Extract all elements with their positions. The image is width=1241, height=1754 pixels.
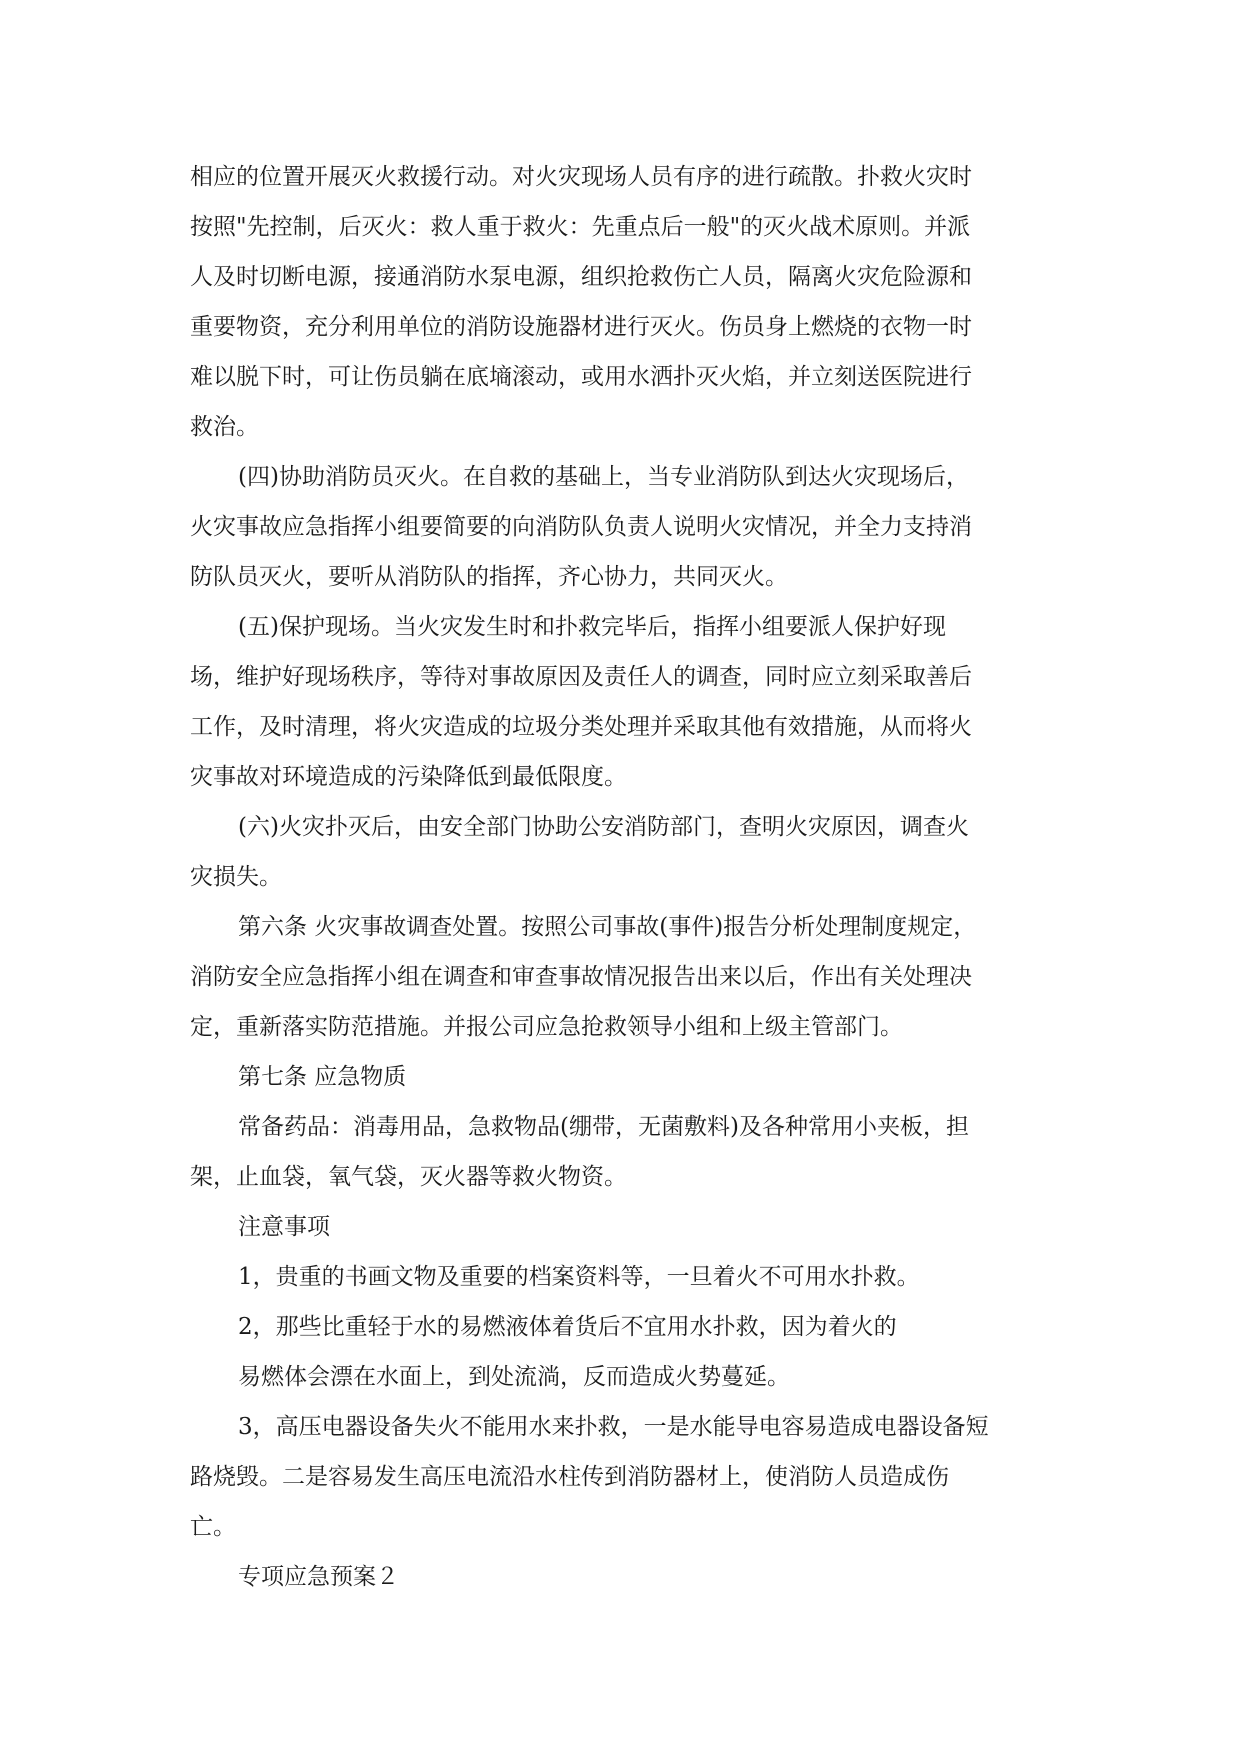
text-line: 火灾事故应急指挥小组要简要的向消防队负责人说明火灾情况，并全力支持消 bbox=[190, 514, 972, 540]
text-line: 灾损失。 bbox=[190, 864, 282, 890]
text-line: 亡。 bbox=[190, 1514, 236, 1540]
text-line: 灾事故对环境造成的污染降低到最低限度。 bbox=[190, 764, 627, 790]
text-line: 防队员灭火，要听从消防队的指挥，齐心协力，共同灭火。 bbox=[190, 564, 788, 590]
text-line: 救治。 bbox=[190, 414, 259, 440]
text-line: 路烧毁。二是容易发生高压电流沿水柱传到消防器材上，使消防人员造成伤 bbox=[190, 1464, 949, 1490]
list-item-line: 2，那些比重轻于水的易燃液体着货后不宜用水扑救，因为着火的 bbox=[238, 1314, 897, 1340]
list-item-line: 3，高压电器设备失火不能用水来扑救，一是水能导电容易造成电器设备短 bbox=[238, 1414, 989, 1440]
section-heading-line: 注意事项 bbox=[238, 1214, 330, 1240]
paragraph-start-line: 常备药品：消毒用品，急救物品(绷带，无菌敷料)及各种常用小夹板，担 bbox=[238, 1114, 969, 1140]
text-line: 定，重新落实防范措施。并报公司应急抢救领导小组和上级主管部门。 bbox=[190, 1014, 903, 1040]
text-line: 场，维护好现场秩序，等待对事故原因及责任人的调查，同时应立刻采取善后 bbox=[190, 664, 972, 690]
text-line: 架，止血袋，氧气袋，灭火器等救火物资。 bbox=[190, 1164, 627, 1190]
text-line: 消防安全应急指挥小组在调查和审查事故情况报告出来以后，作出有关处理决 bbox=[190, 964, 972, 990]
article-heading-line: 第六条 火灾事故调查处置。按照公司事故(事件)报告分析处理制度规定， bbox=[238, 914, 977, 940]
list-item-continuation-line: 易燃体会漂在水面上，到处流淌，反而造成火势蔓延。 bbox=[238, 1364, 790, 1390]
text-line: 人及时切断电源，接通消防水泵电源，组织抢救伤亡人员，隔离火灾危险源和 bbox=[190, 264, 972, 290]
text-line: 工作，及时清理，将火灾造成的垃圾分类处理并采取其他有效措施，从而将火 bbox=[190, 714, 972, 740]
article-heading-line: 第七条 应急物质 bbox=[238, 1064, 407, 1090]
text-line: 难以脱下时，可让伤员躺在底墒滚动，或用水洒扑灭火焰，并立刻送医院进行 bbox=[190, 364, 972, 390]
text-line: 按照"先控制，后灭火：救人重于救火：先重点后一般"的灭火战术原则。并派 bbox=[190, 214, 971, 240]
document-body bbox=[190, 152, 1065, 1602]
paragraph-start-line: (五)保护现场。当火灾发生时和扑救完毕后，指挥小组要派人保护好现 bbox=[238, 614, 946, 640]
text-line: 相应的位置开展灭火救援行动。对火灾现场人员有序的进行疏散。扑救火灾时 bbox=[190, 164, 972, 190]
text-line: 重要物资，充分利用单位的消防设施器材进行灭火。伤员身上燃烧的衣物一时 bbox=[190, 314, 972, 340]
section-heading-line: 专项应急预案２ bbox=[238, 1564, 399, 1590]
paragraph-start-line: (四)协助消防员灭火。在自救的基础上，当专业消防队到达火灾现场后， bbox=[238, 464, 969, 490]
list-item-line: 1，贵重的书画文物及重要的档案资料等，一旦着火不可用水扑救。 bbox=[238, 1264, 920, 1290]
paragraph-start-line: (六)火灾扑灭后，由安全部门协助公安消防部门，查明火灾原因，调查火 bbox=[238, 814, 969, 840]
